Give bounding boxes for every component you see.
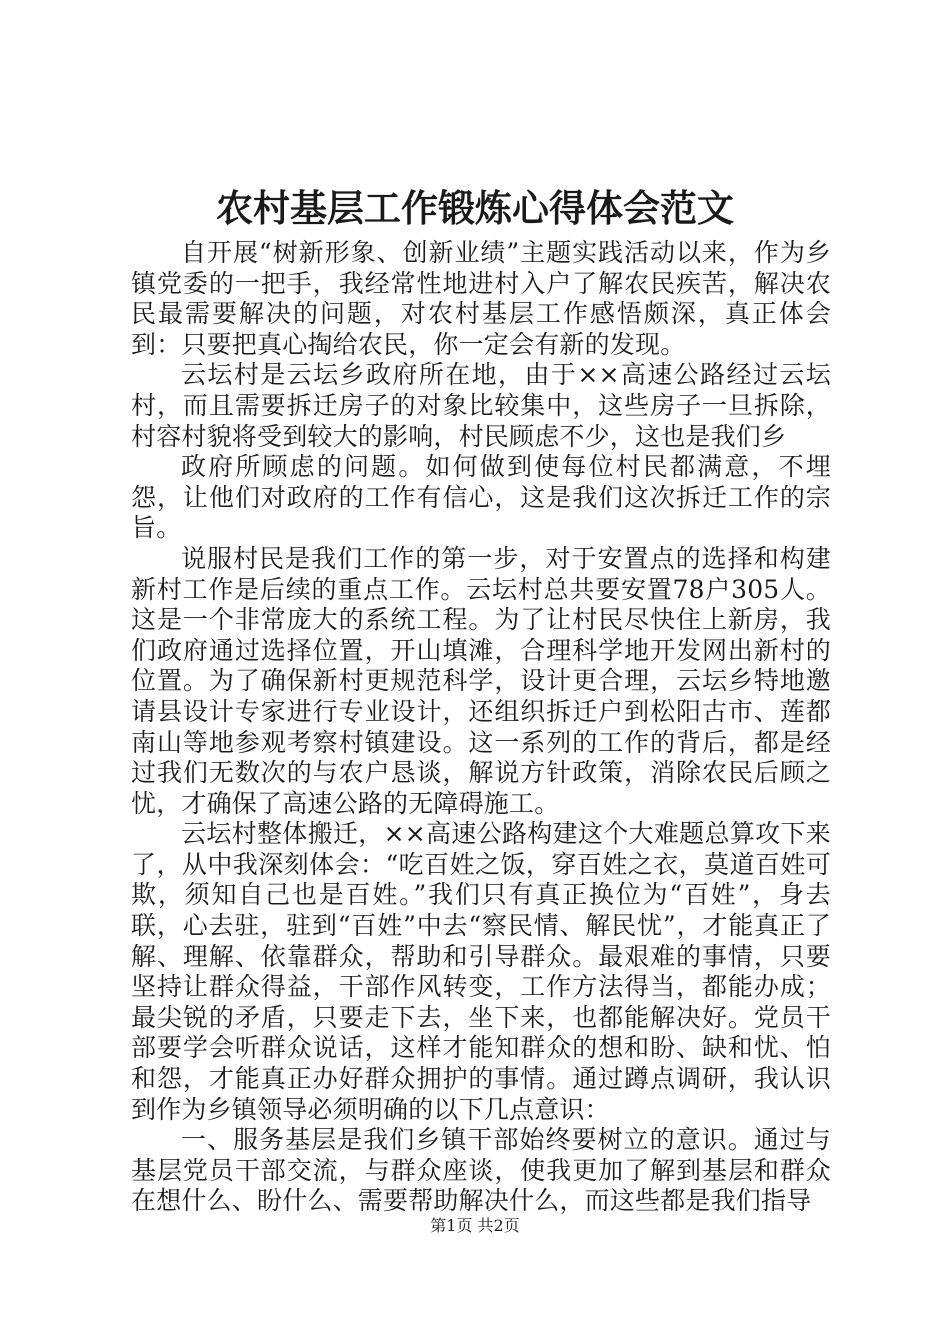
document-title: 农村基层工作锻炼心得体会范文	[216, 187, 734, 230]
document-body	[131, 238, 831, 1217]
paragraph: 说服村民是我们工作的第一步，对于安置点的选择和构建新村工作是后续的重点工作。云坛村总共要安置78户305人。这是一个非常庞大的系统工程。为了让村民尽快住上新房，我们政府通过选择位置，开山填滩，合理科学地开发网出新村的位置。为了确保新村更规范科学，设计更合理，云坛乡特地邀请县设计专家进行专业设计，还组织拆迁户到松阳古市、莲都南山等地参观考察村镇建设。这一系列的工作的背后，都是经过我们无数次的与农户恳谈，解说方针政策，消除农民后顾之忧，才确保了高速公路的无障碍施工。	[131, 543, 831, 818]
paragraph: 政府所顾虑的问题。如何做到使每位村民都满意，不埋怨，让他们对政府的工作有信心，这是我们这次拆迁工作的宗旨。	[131, 452, 831, 543]
paragraph: 云坛村整体搬迁，××高速公路构建这个大难题总算攻下来了，从中我深刻体会：“吃百姓之饭，穿百姓之衣，莫道百姓可欺，须知自己也是百姓。”我们只有真正换位为“百姓”，身去联，心去驻，驻到“百姓”中去“察民情、解民忧”，才能真正了解、理解、依靠群众，帮助和引导群众。最艰难的事情，只要坚持让群众得益，干部作风转变，工作方法得当，都能办成；最尖锐的矛盾，只要走下去，坐下来，也都能解决好。党员干部要学会听群众说话，这样才能知群众的想和盼、缺和忧、怕和怨，才能真正办好群众拥护的事情。通过蹲点调研，我认识到作为乡镇领导必须明确的以下几点意识：	[131, 819, 831, 1124]
paragraph: 云坛村是云坛乡政府所在地，由于××高速公路经过云坛村，而且需要拆迁房子的对象比较集中，这些房子一旦拆除，村容村貌将受到较大的影响，村民顾虑不少，这也是我们乡	[131, 360, 831, 451]
paragraph: 自开展“树新形象、创新业绩”主题实践活动以来，作为乡镇党委的一把手，我经常性地进村入户了解农民疾苦，解决农民最需要解决的问题，对农村基层工作感悟颇深，真正体会到：只要把真心掏给农民，你一定会有新的发现。	[131, 238, 831, 359]
paragraph: 一、服务基层是我们乡镇干部始终要树立的意识。通过与基层党员干部交流，与群众座谈，使我更加了解到基层和群众在想什么、盼什么、需要帮助解决什么，而这些都是我们指导	[131, 1125, 831, 1216]
page-number-footer: 第1页 共2页	[430, 1216, 520, 1235]
